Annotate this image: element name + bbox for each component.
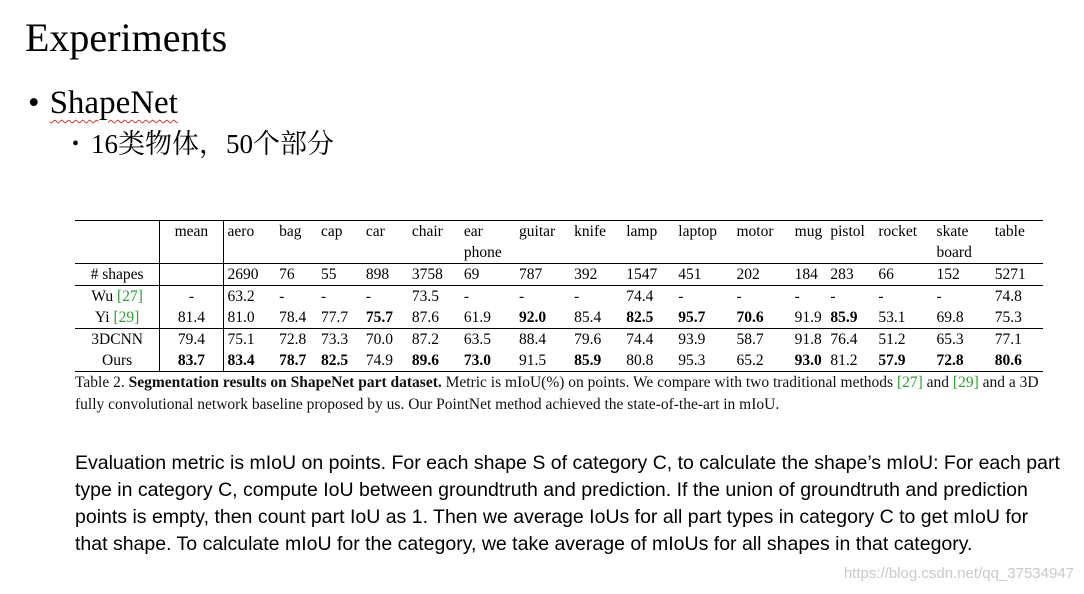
column-header: ear	[460, 221, 515, 243]
column-header	[622, 242, 674, 264]
table-cell: 88.4	[515, 329, 570, 351]
table-cell: 63.2	[223, 286, 275, 308]
column-header: table	[991, 221, 1043, 243]
table-cell: 70.6	[736, 309, 764, 326]
table-cell: 72.8	[933, 350, 991, 372]
table-cell: 5271	[991, 264, 1043, 286]
column-header: motor	[732, 221, 790, 243]
row-label	[75, 329, 160, 351]
table-cell: 51.2	[874, 329, 932, 351]
metric-explanation: Evaluation metric is mIoU on points. For each shape S of category C, to calculate the shape’s mIoU: For each part type in category C, compute IoU between groundtruth and prediction. If the union of groundtruth and prediction points is empty, then count part IoU as 1. Then we average IoUs for all part types in category C to get mIoU for that shape. To calculate mIoU for the category, we take average of mIoUs for all shapes in that category.	[75, 452, 1060, 555]
column-header: cap	[317, 221, 362, 243]
table-cell: 65.2	[732, 350, 790, 372]
table-cell: 80.8	[622, 350, 674, 372]
table-cell: 451	[674, 264, 732, 286]
column-header	[275, 242, 317, 264]
watermark: https://blog.csdn.net/qq_37534947	[843, 565, 1074, 582]
column-header	[791, 242, 827, 264]
column-header	[317, 242, 362, 264]
table-cell: 3758	[408, 264, 460, 286]
row-label	[75, 307, 160, 329]
sub-bullet-text: 16类物体，50个部分	[91, 129, 335, 159]
table-cell: 1547	[622, 264, 674, 286]
table-cell: -	[362, 286, 408, 308]
mean-value: 81.4	[160, 307, 223, 329]
table-cell: 74.9	[362, 350, 408, 372]
column-header	[75, 242, 160, 264]
row-label	[75, 264, 160, 286]
caption-text-3: and a 3D fully convolutional network baseline proposed by us. Our PointNet method achieved the state-of-the-art in mIoU.	[75, 374, 1039, 413]
table-cell: -	[791, 286, 827, 308]
sub-bullet-categories	[72, 126, 334, 162]
table-cell: 77.1	[991, 329, 1043, 351]
row-label	[75, 350, 160, 372]
table-cell: 73.3	[317, 329, 362, 351]
mean-value: 79.4	[160, 329, 223, 351]
column-header: knife	[570, 221, 622, 243]
row-label-text: # shapes	[90, 266, 144, 283]
column-header	[223, 242, 275, 264]
row-label	[75, 286, 160, 308]
table-cell: 283	[826, 264, 874, 286]
table-cell: -	[826, 286, 874, 308]
bullet-dot: •	[28, 85, 40, 121]
table-cell: -	[515, 286, 570, 308]
table-cell: -	[674, 286, 732, 308]
table-cell: 2690	[223, 264, 275, 286]
table-cell: 85.9	[830, 309, 858, 326]
table-cell: 89.6	[408, 350, 460, 372]
sub-bullet-dot: •	[72, 133, 80, 155]
column-header	[362, 242, 408, 264]
table-caption	[75, 372, 1050, 416]
table-cell: 202	[732, 264, 790, 286]
table-cell: 57.9	[874, 350, 932, 372]
table-cell: 91.9	[794, 309, 822, 326]
row-citation[interactable]: [27]	[117, 288, 143, 305]
caption-ref-2[interactable]: [29]	[952, 374, 979, 391]
table-cell: 87.2	[408, 329, 460, 351]
table-cell: 392	[570, 264, 622, 286]
table-cell: 184	[791, 264, 827, 286]
column-header: guitar	[515, 221, 570, 243]
table-cell: 87.6	[411, 309, 439, 326]
column-header: aero	[223, 221, 275, 243]
column-header	[75, 221, 160, 243]
column-header: mean	[160, 221, 223, 243]
table-cell: 80.6	[991, 350, 1043, 372]
caption-bold: Segmentation results on ShapeNet part dataset.	[128, 374, 442, 391]
column-header: bag	[275, 221, 317, 243]
table-cell: 81.0	[227, 309, 255, 326]
results-table-container	[75, 220, 1043, 372]
table-cell: 70.0	[362, 329, 408, 351]
table-cell: -	[732, 286, 790, 308]
mean-value: -	[160, 286, 223, 308]
table-cell: 74.4	[622, 329, 674, 351]
column-header	[408, 242, 460, 264]
column-header	[826, 242, 874, 264]
row-label-text: Wu	[91, 288, 118, 305]
table-cell: 69	[460, 264, 515, 286]
column-header: pistol	[826, 221, 874, 243]
bullet-text: ShapeNet	[49, 85, 178, 121]
table-cell: 85.9	[570, 350, 622, 372]
table-cell: 65.3	[933, 329, 991, 351]
table-cell: 78.4	[279, 309, 307, 326]
table-cell: 73.5	[408, 286, 460, 308]
row-label-text: Yi	[94, 309, 114, 326]
column-header: car	[362, 221, 408, 243]
table-cell: 93.9	[674, 329, 732, 351]
table-cell: 58.7	[732, 329, 790, 351]
table-cell: 787	[515, 264, 570, 286]
table-cell: 91.5	[515, 350, 570, 372]
column-header	[874, 242, 932, 264]
table-cell: -	[317, 286, 362, 308]
table-cell: -	[933, 286, 991, 308]
table-row	[75, 264, 1043, 286]
caption-ref-1[interactable]: [27]	[896, 374, 923, 391]
table-row	[75, 350, 1043, 372]
table-cell: 74.8	[991, 286, 1043, 308]
caption-prefix: Table 2.	[75, 374, 129, 391]
caption-text-1: Metric is mIoU(%) on points. We compare with two traditional methods	[441, 374, 897, 391]
table-cell: 73.0	[460, 350, 515, 372]
table-cell: 82.5	[626, 309, 654, 326]
column-header: mug	[791, 221, 827, 243]
table-cell: 66	[874, 264, 932, 286]
table-cell: 95.3	[674, 350, 732, 372]
bullet-shapenet	[28, 82, 178, 124]
column-header	[515, 242, 570, 264]
table-cell: 75.3	[994, 309, 1022, 326]
column-header	[160, 242, 223, 264]
table-cell: 77.7	[320, 309, 349, 326]
table-cell: 76	[275, 264, 317, 286]
slide-title: Experiments	[25, 15, 228, 60]
column-header: phone	[463, 244, 502, 261]
column-header	[674, 242, 732, 264]
row-label-text: 3DCNN	[91, 331, 143, 348]
table-cell: 53.1	[878, 309, 906, 326]
results-table	[75, 220, 1043, 372]
column-header: board	[936, 244, 972, 261]
table-cell: 898	[362, 264, 408, 286]
table-cell: 81.2	[826, 350, 874, 372]
row-label-text: Ours	[102, 352, 133, 369]
row-citation[interactable]: [29]	[113, 309, 140, 326]
table-cell: 83.4	[223, 350, 275, 372]
table-cell: 95.7	[678, 309, 706, 326]
column-header: skate	[933, 221, 991, 243]
table-row	[75, 286, 1043, 308]
table-cell: 82.5	[317, 350, 362, 372]
table-row	[75, 307, 1043, 329]
table-cell: 72.8	[275, 329, 317, 351]
column-header: lamp	[622, 221, 674, 243]
table-cell: 91.8	[791, 329, 827, 351]
table-cell: -	[570, 286, 622, 308]
column-header: chair	[408, 221, 460, 243]
table-cell: 75.7	[365, 309, 394, 326]
mean-value	[160, 264, 223, 286]
column-header	[732, 242, 790, 264]
table-cell: 69.8	[936, 309, 964, 326]
column-header: laptop	[674, 221, 732, 243]
table-cell: 78.7	[275, 350, 317, 372]
mean-value: 83.7	[160, 350, 223, 372]
table-header-row	[75, 242, 1043, 264]
table-cell: 61.9	[463, 309, 492, 326]
caption-text-2: and	[922, 374, 953, 391]
table-cell: 76.4	[826, 329, 874, 351]
table-cell: 85.4	[574, 309, 602, 326]
table-cell: 74.4	[622, 286, 674, 308]
table-cell: 75.1	[223, 329, 275, 351]
table-cell: -	[275, 286, 317, 308]
table-cell: 152	[933, 264, 991, 286]
column-header	[570, 242, 622, 264]
table-cell: -	[460, 286, 515, 308]
table-header-row	[75, 221, 1043, 243]
table-row	[75, 329, 1043, 351]
table-cell: 63.5	[460, 329, 515, 351]
column-header: rocket	[874, 221, 932, 243]
table-cell: 93.0	[791, 350, 827, 372]
column-header	[991, 242, 1043, 264]
table-cell: 92.0	[519, 309, 547, 326]
table-cell: 55	[317, 264, 362, 286]
table-cell: -	[874, 286, 932, 308]
table-cell: 79.6	[570, 329, 622, 351]
